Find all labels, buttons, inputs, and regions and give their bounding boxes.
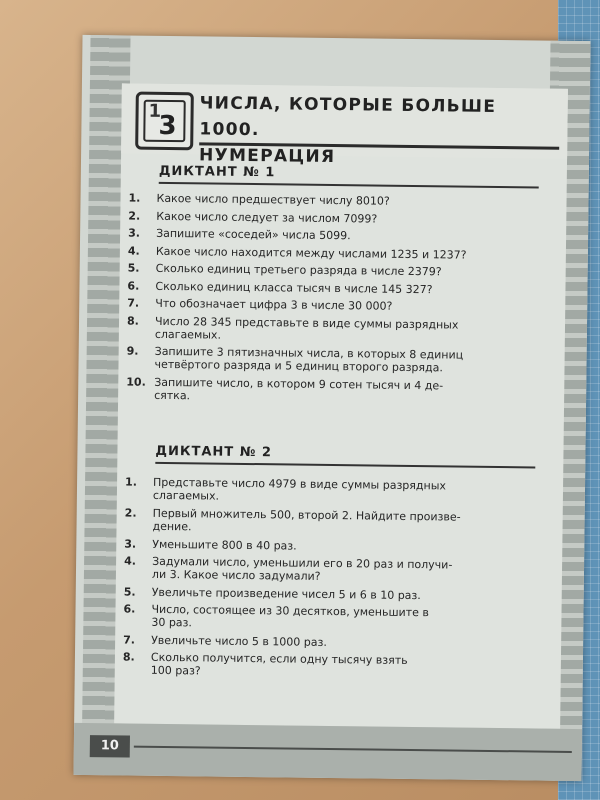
- dictation1-item: [128, 261, 548, 279]
- dictation2-item-number: 3.: [124, 537, 137, 551]
- dictation2-item-text: Представьте число 4979 в виде суммы разрядных: [152, 475, 447, 493]
- dictation1-item-text: четвёртого разряда и 5 единиц второго разряда.: [154, 357, 443, 375]
- chapter-icon: [135, 92, 194, 151]
- dictation1-item-number: 1.: [128, 191, 141, 205]
- dictation1-item-number: 5.: [127, 261, 140, 275]
- dictation1-item-text: Что обозначает цифра 3 в числе 30 000?: [155, 296, 393, 313]
- page-sheet: [114, 83, 568, 728]
- dictation1-item-text: Запишите число, в котором 9 сотен тысяч и 4 де-: [154, 375, 444, 392]
- dictation1-item-number: 2.: [128, 208, 141, 223]
- page-footer: [73, 723, 582, 781]
- dictation1-item: [128, 191, 548, 209]
- chapter-title: [199, 90, 560, 172]
- dictation2-item-number: 5.: [123, 585, 136, 599]
- dictation1-item: [127, 296, 547, 314]
- page-number: 10: [90, 735, 130, 757]
- dictation1-item-text: Запишите «соседей» числа 5099.: [156, 226, 351, 243]
- dictation1-rule: [159, 182, 539, 189]
- chapter-title-line2: НУМЕРАЦИЯ: [198, 145, 336, 168]
- dictation1-item-number: 9.: [126, 344, 139, 358]
- dictation1-item-number: 7.: [127, 296, 140, 310]
- dictation2-item-text: Увеличьте число 5 в 1000 раз.: [151, 633, 327, 649]
- dictation2-item-text: дение.: [152, 519, 192, 534]
- dictation1-item: [128, 244, 548, 262]
- dictation2-item: [124, 537, 544, 555]
- dictation1-item-text: Какое число предшествует числу 8010?: [156, 191, 390, 208]
- dictation2-item-text: Задумали число, уменьшили его в 20 раз и получи-: [152, 554, 453, 572]
- dictation2-item: [123, 650, 543, 681]
- dictation1-item: [127, 279, 547, 297]
- dictation2-item-number: 2.: [124, 506, 137, 520]
- dictation2-rule: [155, 462, 535, 469]
- dictation2-item: [123, 602, 543, 633]
- dictation1-item-text: Число 28 345 представьте в виде суммы разрядных: [154, 314, 459, 332]
- dictation1-item: [128, 209, 548, 227]
- dictation2-item: [123, 633, 543, 651]
- dictation1-item-text: Сколько единиц класса тысяч в числе 145 327?: [155, 279, 433, 296]
- dictation1-item-text: Запишите 3 пятизначных числа, в которых 8 единиц: [154, 344, 464, 362]
- dictation1-item-text: Сколько единиц третьего разряда в числе 2379?: [155, 261, 442, 279]
- chapter-icon-digit-small: 1: [148, 100, 162, 122]
- dictation2-item-text: ли 3. Какое число задумали?: [151, 567, 321, 583]
- dictation1-item-number: 6.: [127, 278, 140, 293]
- dictation2-heading: ДИКТАНТ № 2: [155, 443, 273, 461]
- dictation2-item-number: 4.: [124, 554, 137, 568]
- dictation2-item: [124, 585, 544, 603]
- chapter-header: [121, 83, 568, 168]
- dictation2-item-text: 100 раз?: [150, 663, 201, 678]
- chapter-title-line1: ЧИСЛА, КОТОРЫЕ БОЛЬШЕ 1000.: [199, 93, 497, 141]
- dictation1-item-text: Какое число находится между числами 1235 и 1237?: [155, 244, 467, 262]
- dictation2-item: [125, 475, 545, 506]
- dictation1-item: [126, 375, 546, 406]
- dictation1-item: [127, 314, 547, 345]
- dictation2-item-number: 7.: [123, 633, 136, 647]
- dictation1-item-number: 8.: [126, 313, 139, 328]
- dictation2-item-text: Первый множитель 500, второй 2. Найдите произве-: [152, 506, 461, 524]
- dictation2-item: [124, 506, 544, 537]
- dictation2-item-text: Число, состоящее из 30 десятков, уменьшите в: [151, 602, 429, 620]
- dictation1-item-number: 3.: [128, 226, 141, 240]
- dictation1-item-number: 10.: [126, 374, 146, 389]
- dictation1-item: [128, 226, 548, 244]
- dictation1-item: [126, 344, 546, 375]
- dictation2-item-number: 1.: [125, 475, 138, 489]
- dictation2-item-text: Уменьшите 800 в 40 раз.: [152, 537, 297, 553]
- dictation2-item-text: Сколько получится, если одну тысячу взять: [150, 650, 408, 667]
- book-page: [73, 35, 590, 781]
- dictation2-item: [124, 554, 544, 585]
- dictation2-item-text: слагаемых.: [152, 488, 220, 503]
- dictation1-item-text: слагаемых.: [154, 327, 222, 342]
- dictation1-item-text: сятка.: [154, 388, 191, 402]
- dictation2-item-text: Увеличьте произведение чисел 5 и 6 в 10 раз.: [151, 585, 421, 603]
- dictation2-item-text: 30 раз.: [151, 615, 193, 630]
- dictation1-heading: ДИКТАНТ № 1: [158, 163, 276, 181]
- chapter-icon-digit-large: 3: [158, 110, 177, 142]
- dictation2-item-number: 8.: [122, 650, 135, 664]
- dictation2-item-number: 6.: [123, 602, 136, 616]
- footer-rule: [134, 746, 572, 753]
- dictation1-item-number: 4.: [127, 243, 140, 258]
- dictation1-item-text: Какое число следует за числом 7099?: [156, 209, 378, 226]
